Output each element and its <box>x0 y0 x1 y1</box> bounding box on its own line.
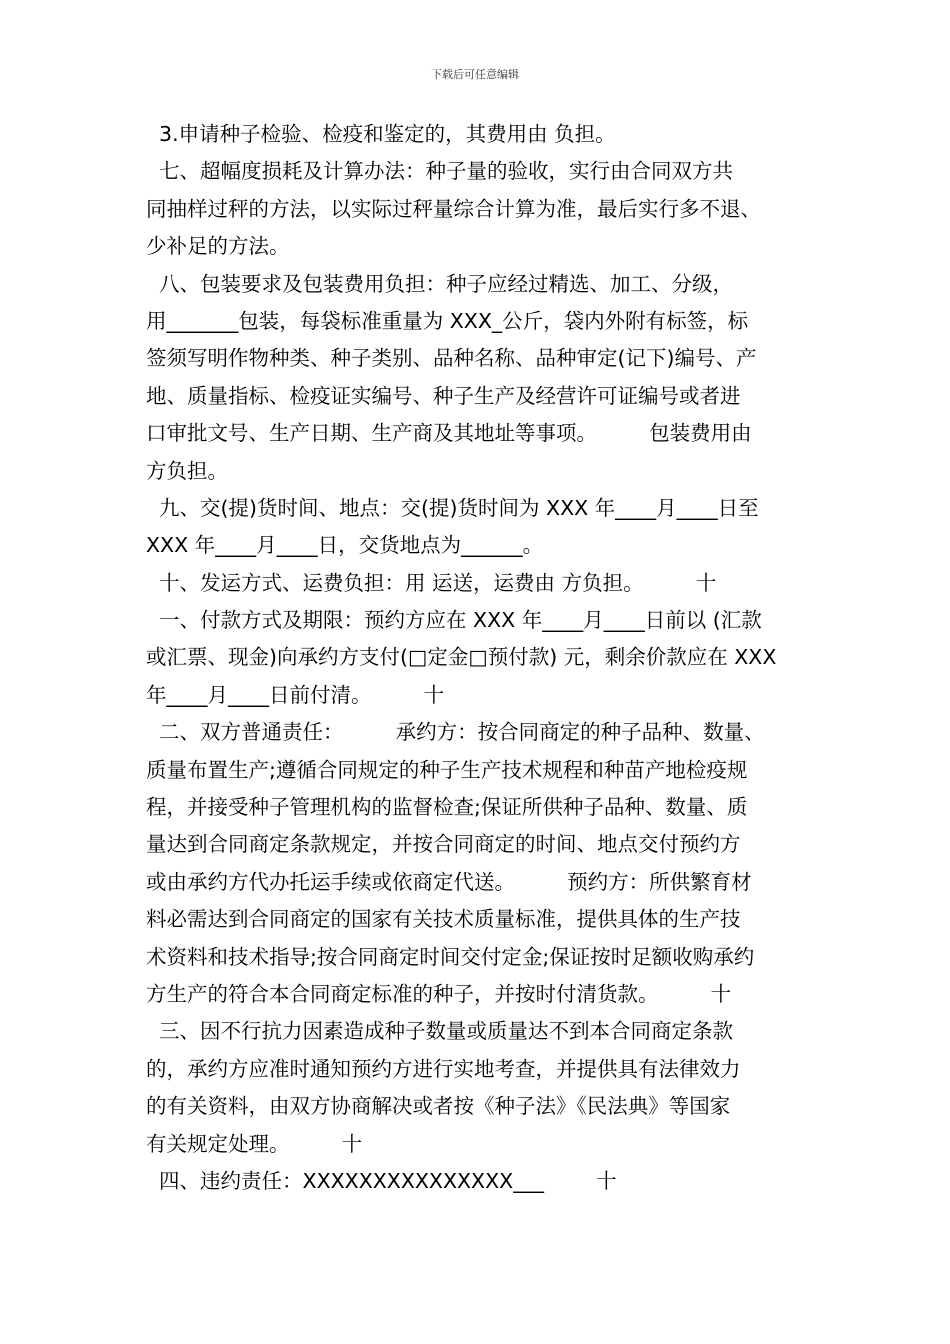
text-line: 二、双方普通责任： 承约方：按合同商定的种子品种、数量、 <box>146 720 765 745</box>
text-line: 少补足的方法。 <box>146 234 290 259</box>
text-line: 四、违约责任：XXXXXXXXXXXXXXX___ 十 <box>146 1168 617 1193</box>
text-line: 地、质量指标、检疫证实编号、种子生产及经营许可证编号或者进 <box>146 383 741 408</box>
text-line: 九、交(提)货时间、地点：交(提)货时间为 XXX 年____月____日至 <box>146 495 759 520</box>
text-line: 量达到合同商定条款规定，并按合同商定的时间、地点交付预约方 <box>146 832 741 857</box>
text-line: 程，并接受种子管理机构的监督检查;保证所供种子品种、数量、质 <box>146 795 748 820</box>
text-line: 三、因不行抗力因素造成种子数量或质量达不到本合同商定条款 <box>146 1019 734 1044</box>
page-header: 下载后可任意编辑 <box>431 68 519 81</box>
text-line: 料必需达到合同商定的国家有关技术质量标准，提供具体的生产技 <box>146 907 741 932</box>
text-line: 签须写明作物种类、种子类别、品种名称、品种审定(记下)编号、产 <box>146 346 757 371</box>
text-line: 十、发运方式、运费负担：用 运送，运费由 方负担。 十 <box>146 570 717 595</box>
text-line: 八、包装要求及包装费用负担：种子应经过精选、加工、分级， <box>146 271 734 296</box>
text-line: 口审批文号、生产日期、生产商及其地址等事项。 包装费用由 <box>146 421 752 446</box>
text-line: 方生产的符合本合同商定标准的种子，并按时付清货款。 十 <box>146 981 732 1006</box>
text-line: 术资料和技术指导;按合同商定时间交付定金;保证按时足额收购承约 <box>146 944 755 969</box>
text-line: 或由承约方代办托运手续或依商定代送。 预约方：所供繁育材 <box>146 869 752 894</box>
text-line: 七、超幅度损耗及计算办法：种子量的验收，实行由合同双方共 <box>146 159 734 184</box>
text-line: 年____月____日前付清。 十 <box>146 682 445 707</box>
text-line: XXX 年____月____日，交货地点为______。 <box>146 533 544 558</box>
text-line: 一、付款方式及期限：预约方应在 XXX 年____月____日前以 (汇款 <box>146 608 762 633</box>
text-line: 用_______包装，每袋标准重量为 XXX_公斤，袋内外附有标签，标 <box>146 308 749 333</box>
text-line: 的有关资料，由双方协商解决或者按《种子法》《民法典》等国家 <box>146 1094 731 1119</box>
text-line: 的，承约方应准时通知预约方进行实地考查，并提供具有法律效力 <box>146 1056 741 1081</box>
text-line: 3.申请种子检验、检疫和鉴定的，其费用由 负担。 <box>146 122 616 146</box>
text-line: 有关规定处理。 十 <box>146 1131 363 1156</box>
text-line: 质量布置生产;遵循合同规定的种子生产技术规程和种苗产地检疫规 <box>146 757 748 782</box>
text-line: 方负担。 <box>146 458 228 483</box>
text-line: 或汇票、现金)向承约方支付(□定金□预付款) 元，剩余价款应在 XXX <box>146 645 777 670</box>
document-body <box>146 116 836 1200</box>
text-line: 同抽样过秤的方法，以实际过秤量综合计算为准，最后实行多不退、 <box>146 196 761 221</box>
